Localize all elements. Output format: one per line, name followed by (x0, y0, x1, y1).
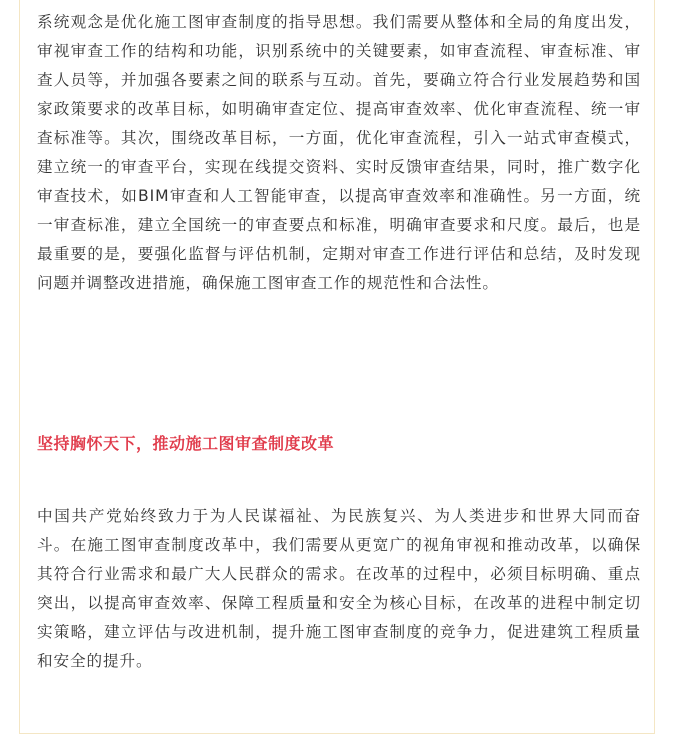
section-heading: 坚持胸怀天下，推动施工图审查制度改革 (37, 434, 335, 453)
article-body (37, 8, 641, 298)
paragraph-global-vision: 中国共产党始终致力于为人民谋福祉、为民族复兴、为人类进步和世界大同而奋斗。在施工图审查制度改革中，我们需要从更宽广的视角审视和推动改革，以确保其符合行业需求和最广大人民群众的需求。在改革的过程中，必须目标明确、重点突出，以提高审查效率、保障工程质量和安全为核心目标，在改革的进程中制定切实策略，建立评估与改进机制，提升施工图审查制度的竞争力，促进建筑工程质量和安全的提升。 (37, 507, 641, 670)
paragraph-systems-thinking: 系统观念是优化施工图审查制度的指导思想。我们需要从整体和全局的角度出发，审视审查工作的结构和功能，识别系统中的关键要素，如审查流程、审查标准、审查人员等，并加强各要素之间的联系与互动。首先，要确立符合行业发展趋势和国家政策要求的改革目标，如明确审查定位、提高审查效率、优化审查流程、统一审查标准等。其次，围绕改革目标，一方面，优化审查流程，引入一站式审查模式，建立统一的审查平台，实现在线提交资料、实时反馈审查结果，同时，推广数字化审查技术，如BIM审查和人工智能审查，以提高审查效率和准确性。另一方面，统一审查标准，建立全国统一的审查要点和标准，明确审查要求和尺度。最后，也是最重要的是，要强化监督与评估机制，定期对审查工作进行评估和总结，及时发现问题并调整改进措施，确保施工图审查工作的规范性和合法性。 (37, 13, 641, 292)
